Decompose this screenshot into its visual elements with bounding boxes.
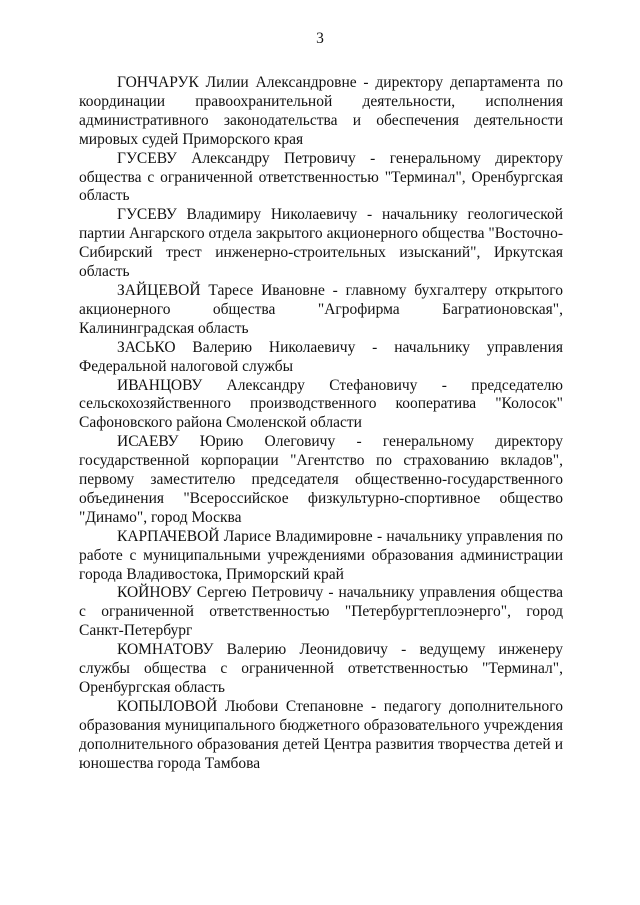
award-entry: ИВАНЦОВУ Александру Стефановичу - председателю сельскохозяйственного производственного кооператива "Колосок" Сафоновского района Смоленской области xyxy=(79,376,563,432)
award-entry: ЗАСЬКО Валерию Николаевичу - начальнику управления Федеральной налоговой службы xyxy=(79,338,563,375)
award-entry: ИСАЕВУ Юрию Олеговичу - генеральному директору государственной корпорации "Агентство по страхованию вкладов", первому заместителю председателя общественно-государственного объединения "Всероссийское физкультурно-спортивное общество "Динамо", город Москва xyxy=(79,433,563,526)
award-list xyxy=(79,74,563,774)
award-entry: КОМНАТОВУ Валерию Леонидовичу - ведущему инженеру службы общества с ограниченной ответственностью "Терминал", Оренбургская область xyxy=(79,641,563,696)
award-entry: ГУСЕВУ Александру Петровичу - генеральному директору общества с ограниченной ответственностью "Терминал", Оренбургская область xyxy=(79,149,563,205)
award-entry: КОПЫЛОВОЙ Любови Степановне - педагогу дополнительного образования муниципального бюджетного образовательного учреждения дополнительного образования детей Центра развития творчества детей и юношества города Тамбова xyxy=(79,697,563,772)
award-entry: ГУСЕВУ Владимиру Николаевичу - начальнику геологической партии Ангарского отдела закрытого акционерного общества "Восточно-Сибирский трест инженерно-строительных изысканий", Иркутская область xyxy=(79,206,563,281)
page-number: 3 xyxy=(316,30,324,47)
award-entry: КАРПАЧЕВОЙ Ларисе Владимировне - начальнику управления по работе с муниципальными учреждениями образования администрации города Владивостока, Приморский край xyxy=(79,527,563,583)
award-entry: КОЙНОВУ Сергею Петровичу - начальнику управления общества с ограниченной ответственностью "Петербургтеплоэнерго", город Санкт-Петербург xyxy=(79,584,563,640)
award-entry: ГОНЧАРУК Лилии Александровне - директору департамента по координации правоохранительной деятельности, исполнения административного законодательства и обеспечения деятельности мировых судей Приморского края xyxy=(79,74,563,148)
award-entry: ЗАЙЦЕВОЙ Таресе Ивановне - главному бухгалтеру открытого акционерного общества "Агрофирма Багратионовская", Калининградская область xyxy=(79,281,563,337)
